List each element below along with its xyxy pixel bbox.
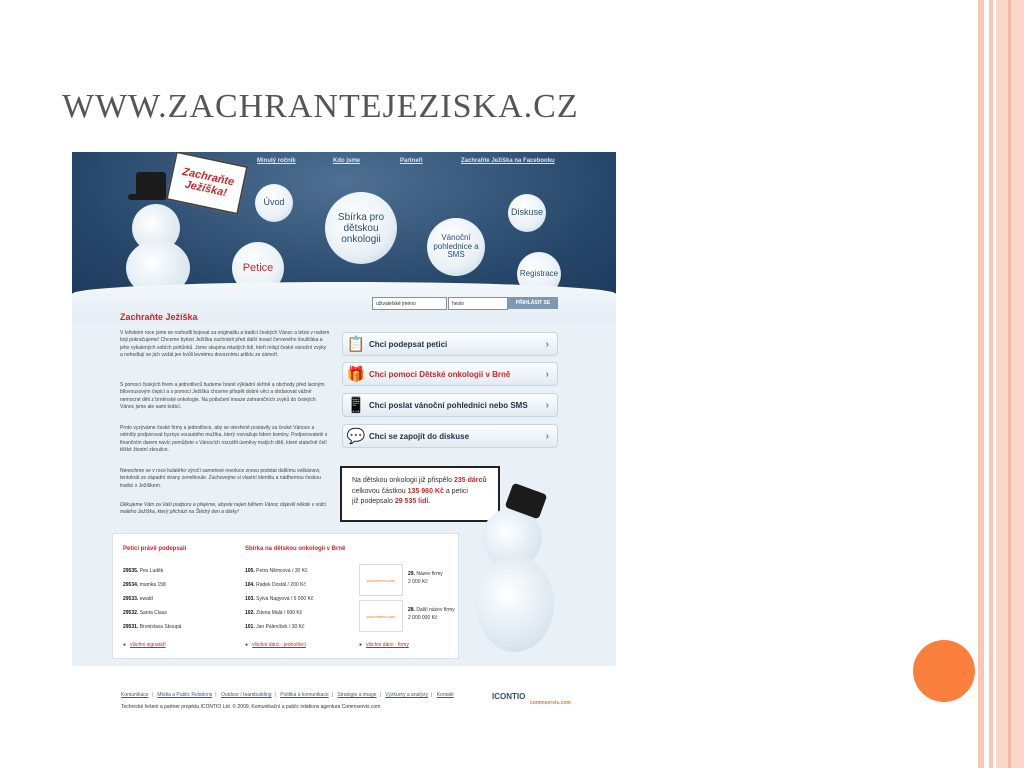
- icontio-logo[interactable]: ICONTIO: [492, 692, 526, 701]
- footer-links: Komunikace | Média a Public Relations | Outdoor / teambuilding | Politika a komunikace | Strategie a image | Výzkumy a analýzy | Kontakt: [121, 692, 454, 698]
- login-button[interactable]: PŘIHLÁSIT SE: [508, 297, 558, 309]
- donor-row: 102. Zdena Malá / 600 Kč: [245, 610, 303, 616]
- chevron-right-icon: ›: [545, 430, 549, 442]
- speech-bubble-icon: 💬: [346, 428, 366, 445]
- action-help-oncology[interactable]: 🎁 Chci pomoci Dětské onkologii v Brně ›: [342, 362, 558, 386]
- phone-icon: 📱: [346, 397, 366, 414]
- petition-row: 29533. ewald: [123, 596, 153, 602]
- all-firm-donors-link[interactable]: ● všichni dárci - firmy: [359, 642, 409, 648]
- decor-stripe: [1008, 0, 1011, 768]
- all-signatories-link[interactable]: ● všichni signatáři: [123, 642, 166, 648]
- intro-paragraph: Proto vyzýváme české firmy a jednotlivce, aby se otevřeně postavily za české Vánoce a odmítly podporovat byznys vousatého mužíka, který rozvažuje lidem komíny. Podporovatelé s finančním darem navíc pomůžete s Vánocích rozzářit úsměvy malých dětí, které statečně čelí těžké životní zkoušce.: [120, 425, 328, 453]
- intro-paragraph: V loňském roce jsme se rozhodli bojovat za originalitu a tradici českých Vánoc a letos v našem boji pokračujeme! Chceme bytost Ježíška zachránit před další invazí červeného šoušťáka a jeho vykulených sobích pohůnků. Jsme skupina mladých lidí, kteří milují české vánoční zvyky a nehodlají se jich vzdát jen kvůli levnému dovoznímu artiklu ze zámoří.: [120, 330, 330, 358]
- footer-link[interactable]: Outdoor / teambuilding: [220, 692, 272, 698]
- petition-row: 29532. Santa Claus: [123, 610, 167, 616]
- snowman-body: [476, 556, 554, 652]
- firm-row: 29. Název firmy 2 000 Kč: [408, 571, 443, 585]
- firm-row: 28. Další název firmy 2 000 000 Kč: [408, 607, 455, 621]
- petition-row: 29531. Bronislava Skoupá: [123, 624, 182, 630]
- footer-link[interactable]: Média a Public Relations: [157, 692, 213, 698]
- chevron-right-icon: ›: [545, 399, 549, 411]
- firm-logo: pomohemo.com: [359, 600, 403, 632]
- hero-sign: Zachraňte Ježíška!: [166, 152, 249, 215]
- action-join-discussion[interactable]: 💬 Chci se zapojit do diskuse ›: [342, 424, 558, 448]
- petition-row: 29534. mamka 158: [123, 582, 166, 588]
- ball-cards-sms[interactable]: Vánoční pohlednice a SMS: [427, 218, 485, 276]
- petition-title: Petici právě podepsali: [123, 546, 187, 552]
- chevron-right-icon: ›: [545, 338, 549, 350]
- ball-registration[interactable]: Registrace: [517, 252, 561, 296]
- collection-title: Sbírka na dětskou onkologii v Brně: [245, 546, 346, 552]
- ball-discussion[interactable]: Diskuse: [508, 194, 546, 232]
- clipboard-icon: 📋: [346, 336, 366, 353]
- ball-intro[interactable]: Úvod: [255, 184, 293, 222]
- donor-row: 101. Jan Páleníček / 30 Kč: [245, 624, 305, 630]
- hero-banner: [72, 152, 616, 297]
- commservis-logo[interactable]: commservis.com: [530, 700, 571, 706]
- action-send-card-sms[interactable]: 📱 Chci poslat vánoční pohlednici nebo SMS ›: [342, 393, 558, 417]
- all-individual-donors-link[interactable]: ● všichni dárci - jednotlivci: [245, 642, 306, 648]
- intro-paragraph: S pomocí českých firem a jednotlivců budeme bránit výkladní skříně a obchody před laciným bílovousovým čepicí a s pomocí Ježíška chceme přispět dobré věci a obdarovat vážně nemocné děti z brněnské onkologie. Na potlačení invaze zahraničních zvyků do českých Vánoc jsme ale sami krátcí.: [120, 382, 325, 410]
- footer-link[interactable]: Strategie a image: [337, 692, 377, 698]
- nav-item-past-year[interactable]: Minulý ročník: [257, 158, 296, 164]
- footer-link[interactable]: Výzkumy a analýzy: [385, 692, 429, 698]
- firm-logo: pomohemo.com: [359, 564, 403, 596]
- decor-stripe: [989, 0, 993, 768]
- chevron-right-icon: ›: [545, 368, 549, 380]
- gift-icon: 🎁: [346, 366, 366, 383]
- recent-activity-panel: [112, 533, 459, 659]
- action-sign-petition[interactable]: 📋 Chci podepsat petici ›: [342, 332, 558, 356]
- decor-orange-circle: [913, 640, 975, 702]
- password-input[interactable]: heslo: [448, 297, 508, 310]
- footer-copyright: Technické řešení a partner projektu ICONTIO Ltd. © 2009, Komunikační a public relations agentura Commservis.com: [121, 704, 381, 710]
- username-input[interactable]: uživatelské jméno: [372, 297, 447, 310]
- donor-row: 105. Petra Němcová / 30 Kč: [245, 568, 308, 574]
- donor-row: 104. Radek Dostál / 200 Kč: [245, 582, 306, 588]
- donation-summary-sign: Na dětskou onkologii již přispělo 235 dárců celkovou částkou 135 960 Kč a petici již podepsalo 29 535 lidí.: [340, 466, 500, 522]
- petition-row: 29535. Pes Luděk: [123, 568, 164, 574]
- slide-title: WWW.ZACHRANTEJEZISKA.CZ: [62, 88, 579, 125]
- nav-item-about[interactable]: Kdo jsme: [333, 158, 361, 164]
- intro-paragraph: Nenechme se v roce kulatého výročí sametové revoluce znovu podstat dalšímu velikánovi, tentokrát ze západní strany zeměkoule. Zachovejme si vlastní identitu a nádhernou českou tradici s Ježíškem.: [120, 468, 321, 489]
- footer-link[interactable]: Komunikace: [121, 692, 149, 698]
- intro-title: Zachraňte Ježíška: [120, 312, 198, 322]
- nav-item-facebook[interactable]: Zachraňte Ježíška na Facebooku: [461, 158, 555, 164]
- ball-petition[interactable]: Petice: [232, 242, 284, 294]
- footer-link[interactable]: Kontakt: [436, 692, 454, 698]
- intro-paragraph: Děkujeme Vám za Vaši podporu a přejeme, abyste nejen během Vánoc objevili někde v srdci malého Ježíška, který přichází na Štědrý den a dárky!: [120, 502, 327, 516]
- ball-collection[interactable]: Sbírka pro dětskou onkologii: [325, 192, 397, 264]
- donor-row: 103. Sylva Nagyová / 5 000 Kč: [245, 596, 314, 602]
- footer-link[interactable]: Politika a komunikace: [280, 692, 329, 698]
- website-screenshot: [72, 152, 616, 666]
- nav-item-partners[interactable]: Partneři: [400, 158, 423, 164]
